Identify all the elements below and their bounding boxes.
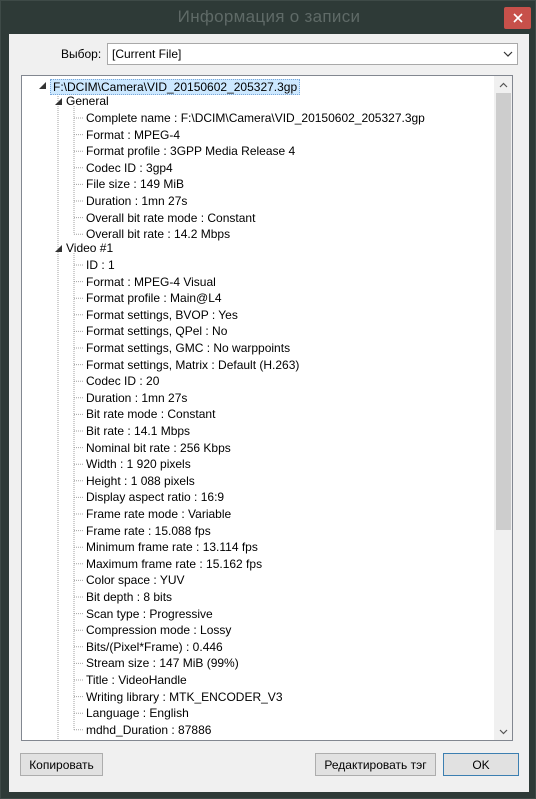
media-info-tree[interactable] bbox=[21, 75, 513, 741]
title-bar bbox=[1, 1, 536, 35]
tree-item[interactable]: Bits/(Pixel*Frame) : 0.446 bbox=[86, 639, 223, 654]
tree-item[interactable]: Format : MPEG-4 bbox=[86, 127, 181, 142]
window-title: Информация о записи bbox=[177, 7, 361, 26]
tree-item[interactable]: Codec ID : 3gp4 bbox=[86, 160, 173, 175]
tree-item[interactable]: Nominal bit rate : 256 Kbps bbox=[86, 440, 231, 455]
tree-item[interactable]: Format settings, GMC : No warppoints bbox=[86, 341, 291, 355]
tree-item[interactable]: Minimum frame rate : 13.114 fps bbox=[86, 540, 258, 555]
tree-item[interactable]: ID : 1 bbox=[86, 258, 115, 272]
tree-item[interactable]: Format settings, Matrix : Default (H.263) bbox=[86, 357, 300, 372]
tree-item[interactable]: File size : 149 MiB bbox=[86, 177, 185, 192]
selector-label: Выбор: bbox=[61, 47, 102, 61]
tree-item[interactable]: Maximum frame rate : 15.162 fps bbox=[86, 556, 263, 571]
tree-item[interactable]: Display aspect ratio : 16:9 bbox=[86, 490, 225, 505]
tree-item[interactable]: Width : 1 920 pixels bbox=[86, 457, 191, 472]
selector-value: [Current File] bbox=[112, 47, 182, 61]
tree-root-file[interactable]: F:\DCIM\Camera\VID_20150602_205327.3gp bbox=[50, 79, 300, 95]
tree-item[interactable]: Language : English bbox=[86, 706, 189, 721]
tree-item[interactable]: Format profile : Main@L4 bbox=[86, 291, 222, 306]
tree-item[interactable]: Overall bit rate mode : Constant bbox=[86, 210, 256, 225]
tree-item[interactable]: Bit depth : 8 bits bbox=[86, 590, 173, 604]
tree-item[interactable]: Duration : 1mn 27s bbox=[86, 194, 188, 208]
tree-node-general[interactable]: General bbox=[66, 94, 109, 108]
vertical-scrollbar[interactable] bbox=[494, 76, 512, 740]
ok-button[interactable]: OK bbox=[443, 753, 519, 776]
tree-item[interactable]: Writing library : MTK_ENCODER_V3 bbox=[86, 689, 283, 704]
tree-item[interactable]: Format : MPEG-4 Visual bbox=[86, 274, 216, 289]
triangle-expanded-icon[interactable] bbox=[54, 97, 63, 106]
tree-item[interactable]: Frame rate mode : Variable bbox=[86, 507, 232, 521]
tree-item[interactable]: Frame rate : 15.088 fps bbox=[86, 523, 211, 538]
triangle-expanded-icon[interactable] bbox=[54, 244, 63, 253]
tree-item[interactable]: Compression mode : Lossy bbox=[86, 623, 232, 638]
tree-item[interactable]: Duration : 1mn 27s bbox=[86, 390, 188, 405]
scrollbar-thumb[interactable] bbox=[496, 93, 511, 530]
triangle-expanded-icon[interactable] bbox=[38, 81, 47, 90]
dialog-body bbox=[9, 34, 529, 792]
chevron-down-icon bbox=[499, 729, 508, 735]
copy-button[interactable]: Копировать bbox=[20, 753, 103, 776]
tree-item[interactable]: Codec ID : 20 bbox=[86, 374, 160, 389]
tree-item[interactable]: Overall bit rate : 14.2 Mbps bbox=[86, 227, 231, 242]
tree-item[interactable]: Format settings, QPel : No bbox=[86, 324, 228, 339]
chevron-up-icon bbox=[499, 82, 508, 88]
close-icon bbox=[513, 13, 523, 23]
tree-item[interactable]: Title : VideoHandle bbox=[86, 673, 187, 687]
tree-item[interactable]: Height : 1 088 pixels bbox=[86, 473, 195, 488]
tree-item[interactable]: Stream size : 147 MiB (99%) bbox=[86, 656, 239, 671]
file-selector[interactable] bbox=[107, 43, 518, 65]
tree-item[interactable]: Complete name : F:\DCIM\Camera\VID_20150602_205327.3gp bbox=[86, 111, 425, 125]
tree-item[interactable]: Color space : YUV bbox=[86, 573, 185, 588]
tree-item[interactable]: Format profile : 3GPP Media Release 4 bbox=[86, 144, 296, 159]
scroll-up-button[interactable] bbox=[495, 76, 512, 93]
chevron-down-icon bbox=[502, 48, 514, 60]
tree-item[interactable]: mdhd_Duration : 87886 bbox=[86, 722, 212, 737]
tree-node-video[interactable]: Video #1 bbox=[66, 241, 114, 255]
tree-item[interactable]: Bit rate mode : Constant bbox=[86, 407, 216, 422]
scroll-down-button[interactable] bbox=[495, 723, 512, 740]
tree-item[interactable]: Bit rate : 14.1 Mbps bbox=[86, 424, 191, 438]
edit-tag-button[interactable]: Редактировать тэг bbox=[315, 753, 436, 776]
close-button[interactable] bbox=[504, 7, 531, 29]
tree-item[interactable]: Format settings, BVOP : Yes bbox=[86, 307, 238, 322]
tree-item[interactable]: Scan type : Progressive bbox=[86, 606, 213, 621]
